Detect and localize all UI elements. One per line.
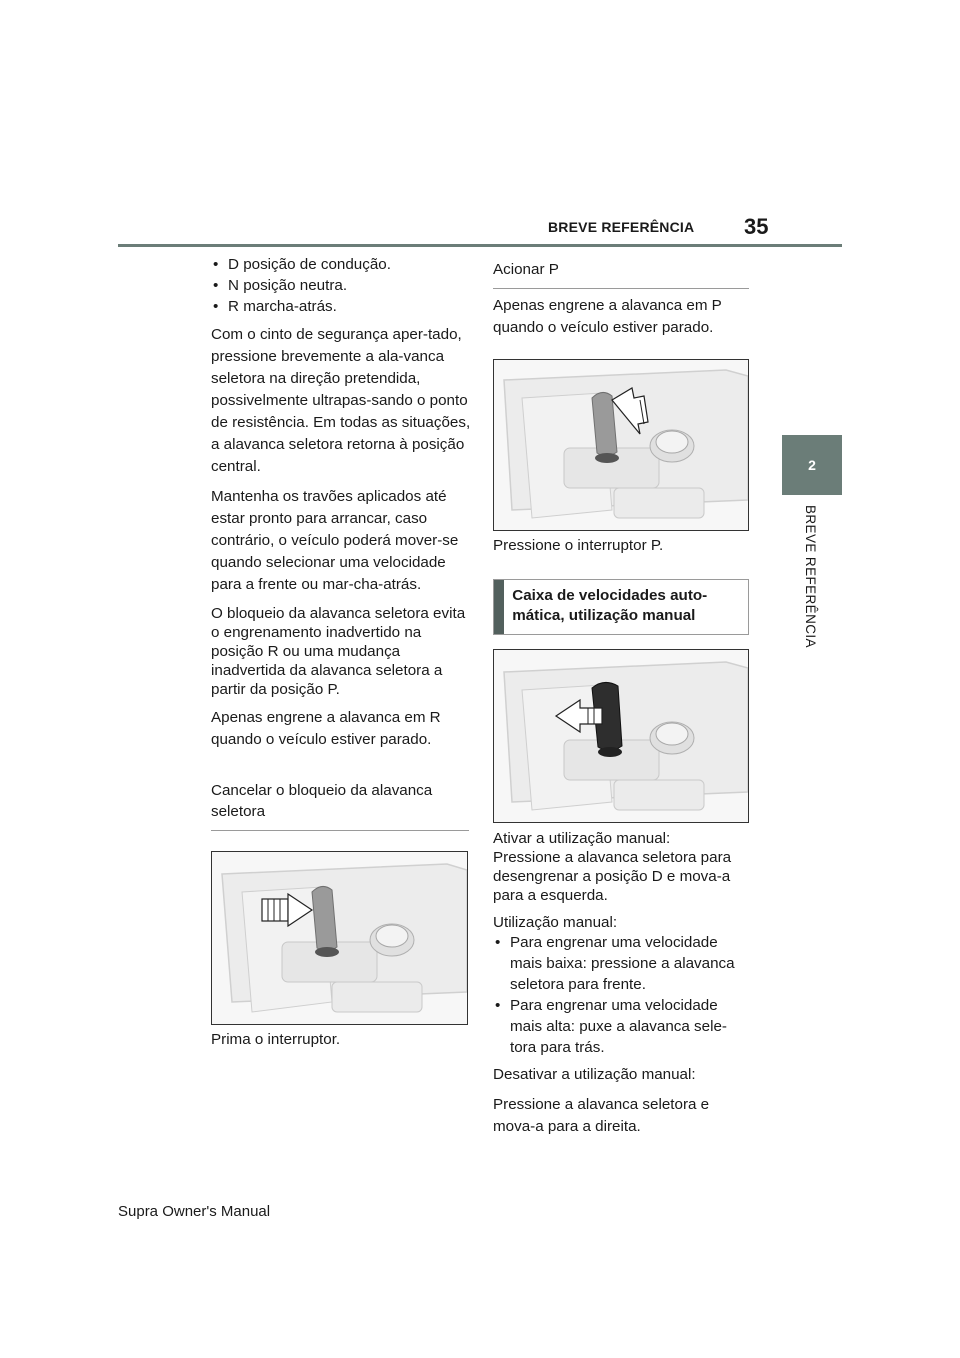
heading-bar xyxy=(494,580,504,634)
page-number: 35 xyxy=(744,214,769,239)
chapter-tab: 2 xyxy=(782,435,842,495)
paragraph-reverse: Apenas engrene a alavanca em R quando o veículo estiver parado. xyxy=(211,709,441,748)
paragraph-park: Apenas engrene a alavanca em P quando o veículo estiver parado. xyxy=(493,297,722,336)
paragraph-brakes: Mantenha os travões aplicados até estar pronto para arrancar, caso contrário, o veículo poderá mover-se quando selecionar uma velocidade para a frente ou mar-cha-atrás. xyxy=(211,488,459,593)
paragraph-activate-manual: Pressione a alavanca seletora para desengrenar a posição D e mova-a para a esquerda. xyxy=(493,849,732,904)
list-item: • Para engrenar uma velocidade mais baixa: pressione a alavanca seletora para frente. xyxy=(493,932,753,995)
chapter-side-label: BREVE REFERÊNCIA xyxy=(803,505,818,648)
figure-unlock-button xyxy=(211,851,468,1025)
paragraph-deactivate-manual: Pressione a alavanca seletora e mova-a para a direita. xyxy=(493,1096,710,1135)
section-heading-manual-text: Caixa de velocidades auto-mática, utilização manual xyxy=(512,587,708,624)
figure-manual-mode xyxy=(493,649,749,823)
list-item: • D posição de condução. xyxy=(211,254,471,275)
paragraph-seatbelt: Com o cinto de segurança aper-tado, pressione brevemente a ala-vanca seletora na direção pretendida, possivelmente ultrapas-sando o ponto de resistência. Em todas as situações, a alavanca seletora retorna à posição central. xyxy=(211,326,471,475)
list-item: • R marcha-atrás. xyxy=(211,296,471,317)
heading-activate-manual: Ativar a utilização manual: xyxy=(493,830,671,847)
figure-park-switch xyxy=(493,359,749,531)
console-illustration xyxy=(212,852,467,1024)
header-divider xyxy=(118,244,842,247)
heading-deactivate-manual: Desativar a utilização manual: xyxy=(493,1066,696,1083)
heading-manual-usage: Utilização manual: xyxy=(493,914,618,931)
section-heading-park: Acionar P xyxy=(493,254,749,289)
footer-manual-title: Supra Owner's Manual xyxy=(118,1203,271,1220)
right-column xyxy=(493,254,753,1138)
left-column xyxy=(211,254,471,1051)
caption-unlock: Prima o interruptor. xyxy=(211,1031,341,1048)
section-heading-unlock: Cancelar o bloqueio da alavanca seletora xyxy=(211,775,469,831)
list-item: • Para engrenar uma velocidade mais alta: puxe a alavanca sele-tora para trás. xyxy=(493,995,753,1058)
caption-park: Pressione o interruptor P. xyxy=(493,537,664,554)
paragraph-lock: O bloqueio da alavanca seletora evita o engrenamento inadvertido na posição R ou uma mudança inadvertida da alavanca seletora a partir da posição P. xyxy=(211,605,466,698)
header-section-title: BREVE REFERÊNCIA xyxy=(548,219,695,235)
list-item: • N posição neutra. xyxy=(211,275,471,296)
section-heading-manual xyxy=(493,579,749,635)
console-illustration xyxy=(494,650,748,822)
console-illustration xyxy=(494,360,748,530)
